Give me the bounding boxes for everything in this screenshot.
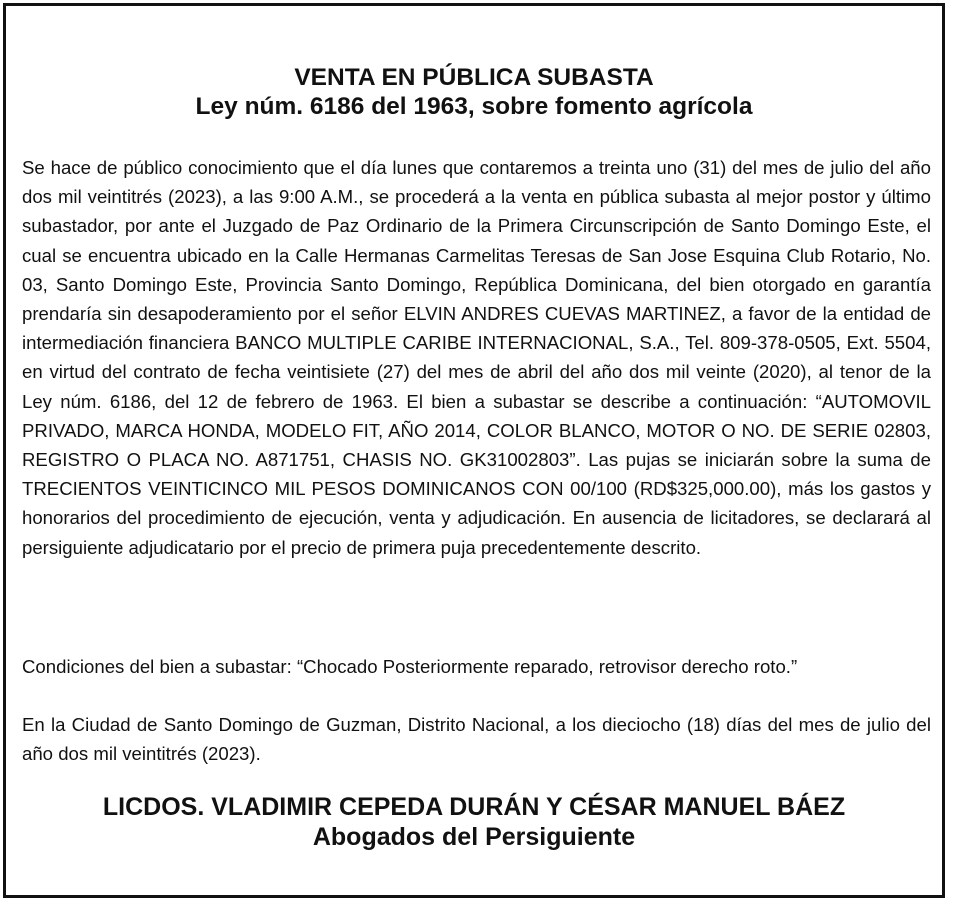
date-location-paragraph: En la Ciudad de Santo Domingo de Guzman, Distrito Nacional, a los dieciocho (18) días del mes de julio del año dos mil veintitrés (2023). — [22, 714, 931, 765]
notice-subtitle: Ley núm. 6186 del 1963, sobre fomento agrícola — [195, 93, 753, 120]
signature-role: Abogados del Persiguiente — [312, 823, 636, 851]
notice-title: VENTA EN PÚBLICA SUBASTA — [294, 64, 654, 91]
notice-heading — [6, 63, 942, 121]
asset-conditions-paragraph: Condiciones del bien a subastar: “Chocado Posteriormente reparado, retrovisor derecho roto.” — [22, 656, 798, 677]
signature-block — [6, 792, 942, 852]
legal-notice — [3, 3, 945, 898]
auction-details-paragraph: Se hace de público conocimiento que el día lunes que contaremos a treinta uno (31) del mes de julio del año dos mil veintitrés (2023), a las 9:00 A.M., se procederá a la venta en pública subasta al mejor postor y último subastador, por ante el Juzgado de Paz Ordinario de la Primera Circunscripción de Santo Domingo Este, el cual se encuentra ubicado en la Calle Hermanas Carmelitas Teresas de San Jose Esquina Club Rotario, No. 03, Santo Domingo Este, Provincia Santo Domingo, República Dominicana, del bien otorgado en garantía prendaría sin desapoderamiento por el señor ELVIN ANDRES CUEVAS MARTINEZ, a favor de la entidad de intermediación financiera BANCO MULTIPLE CARIBE INTERNACIONAL, S.A., Tel. 809-378-0505, Ext. 5504, en virtud del contrato de fecha veintisiete (27) del mes de abril del año dos mil veinte (2020), al tenor de la Ley núm. 6186, del 12 de febrero de 1963. El bien a subastar se describe a continuación: “AUTOMOVIL PRIVADO, MARCA HONDA, MODELO FIT, AÑO 2014, COLOR BLANCO, MOTOR O NO. DE SERIE 02803, REGISTRO O PLACA NO. A871751, CHASIS NO. GK31002803”. Las pujas se iniciarán sobre la suma de TRECIENTOS VEINTICINCO MIL PESOS DOMINICANOS CON 00/100 (RD$325,000.00), más los gastos y honorarios del procedimiento de ejecución, venta y adjudicación. En ausencia de licitadores, se declarará al persiguiente adjudicatario por el precio de primera puja precedentemente descrito. — [22, 157, 931, 558]
signature-names: LICDOS. VLADIMIR CEPEDA DURÁN Y CÉSAR MANUEL BÁEZ — [102, 793, 846, 821]
